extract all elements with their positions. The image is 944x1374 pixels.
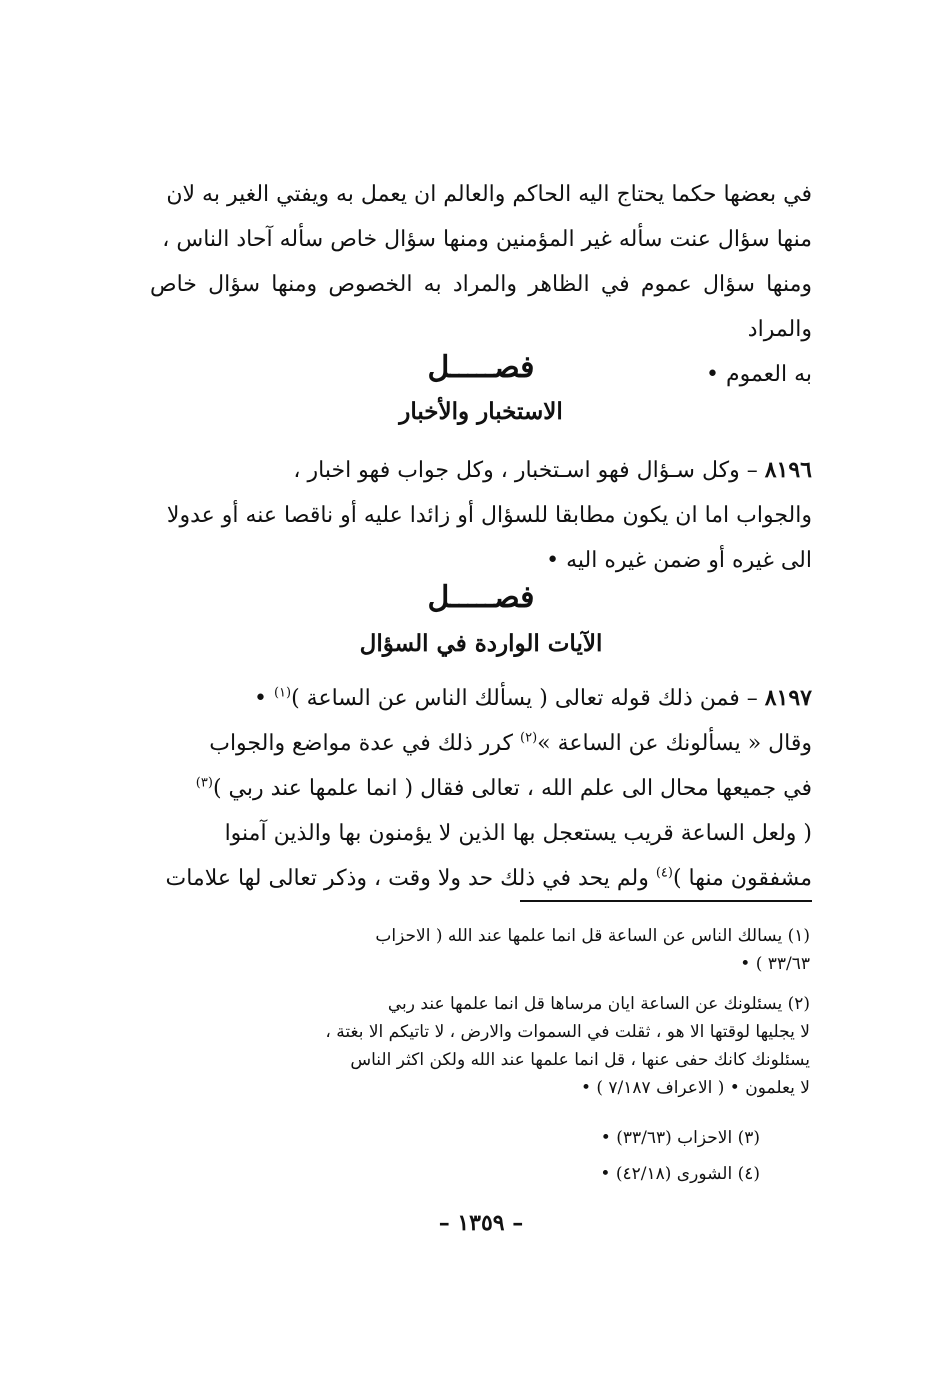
footnote-ref: (٣) bbox=[195, 775, 213, 791]
text-line bbox=[150, 448, 812, 493]
text-line bbox=[150, 721, 812, 766]
section-2-paragraph bbox=[150, 676, 812, 901]
text-line: منها سؤال عنت سأله غير المؤمنين ومنها سؤال خاص سأله آحاد الناس ، bbox=[162, 227, 812, 252]
footnote-4: (٤) الشورى (٤٢/١٨) • bbox=[600, 1164, 760, 1184]
text-line: الى غيره أو ضمن غيره اليه • bbox=[546, 548, 812, 573]
text-line: والجواب اما ان يكون مطابقا للسؤال أو زائدا عليه أو ناقصا عنه أو عدولا bbox=[166, 503, 812, 528]
page-number: – ١٣٥٩ – bbox=[438, 1210, 524, 1236]
section-2-title: الآيات الواردة في السؤال bbox=[359, 630, 603, 657]
footnote-line: لا يعلمون • ( الاعراف ٧/١٨٧ ) • bbox=[580, 1078, 810, 1098]
text-line bbox=[150, 676, 812, 721]
text-segment: ولم يحد في ذلك حد ولا وقت ، وذكر تعالى لها علامات bbox=[165, 866, 656, 891]
text-line: به العموم • bbox=[705, 362, 812, 387]
paragraph-number: ٨١٩٦ bbox=[764, 457, 812, 483]
text-line bbox=[150, 856, 812, 901]
text-segment: في جميعها محال الى علم الله ، تعالى فقال ( انما علمها عند ربي ) bbox=[212, 776, 812, 801]
footnote-line: ٣٣/٦٣ ) • bbox=[740, 954, 810, 974]
section-2-fasl-heading: فصـــــل bbox=[427, 580, 535, 615]
footnote-line: (١) يسالك الناس عن الساعة قل انما علمها عند الله ( الاحزاب bbox=[375, 926, 810, 946]
footnote-line: (٢) يسئلونك عن الساعة ايان مرساها قل انما علمها عند ربي bbox=[387, 994, 810, 1014]
text-line: في بعضها حكما يحتاج اليه الحاكم والعالم ان يعمل به ويفتي الغير به لان bbox=[166, 182, 812, 207]
footnote-3: (٣) الاحزاب (٣٣/٦٣) • bbox=[600, 1128, 760, 1148]
footnote-ref: (٢) bbox=[520, 730, 538, 746]
text-line: ومنها سؤال عموم في الظاهر والمراد به الخصوص ومنها سؤال خاص والمراد bbox=[150, 272, 812, 342]
section-1-fasl-heading: فصـــــل bbox=[427, 350, 535, 385]
footnote-ref: (١) bbox=[273, 685, 292, 701]
section-1-title: الاستخبار والأخبار bbox=[399, 398, 563, 425]
text-segment: – فمن ذلك قوله تعالى ( يسألك الناس عن الساعة ) bbox=[291, 686, 758, 711]
text-segment: كرر ذلك في عدة مواضع والجواب bbox=[209, 731, 521, 756]
footnote-separator bbox=[520, 900, 812, 902]
footnote-line: لا يجليها لوقتها الا هو ، ثقلت في السموات والارض ، لا تاتيكم الا بغتة ، bbox=[325, 1022, 810, 1042]
text-segment: وقال « يسألونك عن الساعة » bbox=[537, 731, 812, 756]
text-line bbox=[150, 766, 812, 811]
paragraph-number: ٨١٩٧ bbox=[764, 685, 812, 711]
text-segment: • bbox=[253, 686, 274, 711]
footnote-2 bbox=[170, 990, 810, 1102]
section-1-paragraph bbox=[150, 448, 812, 583]
footnote-ref: (٤) bbox=[655, 865, 673, 881]
text-segment: – وكل سـؤال فهو اسـتخبار ، وكل جواب فهو اخبار ، bbox=[293, 458, 758, 483]
footnote-line: يسئلونك كانك حفى عنها ، قل انما علمها عند الله ولكن اكثر الناس bbox=[350, 1050, 810, 1070]
footnote-1 bbox=[170, 922, 810, 978]
text-segment: مشفقون منها ) bbox=[672, 866, 812, 891]
text-line: ( ولعل الساعة قريب يستعجل بها الذين لا يؤمنون بها والذين آمنوا bbox=[224, 821, 812, 846]
